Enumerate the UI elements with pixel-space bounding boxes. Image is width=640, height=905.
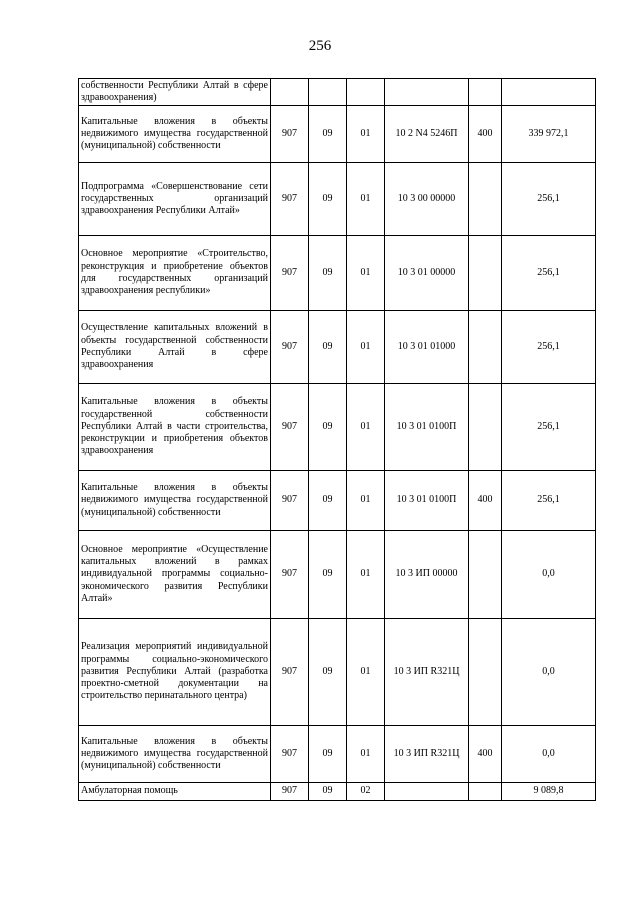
row-code: 907 xyxy=(271,531,309,619)
row-section: 09 xyxy=(309,384,347,471)
row-kvr: 400 xyxy=(469,471,502,531)
row-section: 09 xyxy=(309,726,347,783)
row-name: Капитальные вложения в объекты недвижимого имущества государственной (муниципальной) собственности xyxy=(79,726,271,783)
row-kvr: 400 xyxy=(469,106,502,163)
row-code: 907 xyxy=(271,384,309,471)
row-kcsr xyxy=(385,79,469,106)
row-section: 09 xyxy=(309,163,347,236)
row-name: Капитальные вложения в объекты недвижимого имущества государственной (муниципальной) собственности xyxy=(79,471,271,531)
table-row xyxy=(79,106,596,163)
row-sum xyxy=(502,79,596,106)
row-subsection: 01 xyxy=(347,471,385,531)
row-section: 09 xyxy=(309,531,347,619)
row-kvr xyxy=(469,619,502,726)
row-kcsr: 10 3 00 00000 xyxy=(385,163,469,236)
row-section: 09 xyxy=(309,471,347,531)
row-subsection: 01 xyxy=(347,163,385,236)
row-kcsr: 10 3 01 0100П xyxy=(385,384,469,471)
row-subsection: 02 xyxy=(347,783,385,801)
row-kcsr: 10 3 ИП R321Ц xyxy=(385,726,469,783)
page-number: 256 xyxy=(308,38,332,54)
row-kvr xyxy=(469,163,502,236)
row-kvr xyxy=(469,311,502,384)
row-sum: 256,1 xyxy=(502,236,596,311)
budget-table xyxy=(78,78,596,801)
table-row xyxy=(79,619,596,726)
budget-table-body xyxy=(79,79,596,801)
row-sum: 0,0 xyxy=(502,619,596,726)
row-section xyxy=(309,79,347,106)
row-kvr xyxy=(469,79,502,106)
row-kvr xyxy=(469,384,502,471)
row-kvr xyxy=(469,531,502,619)
row-sum: 256,1 xyxy=(502,384,596,471)
row-kvr: 400 xyxy=(469,726,502,783)
table-row xyxy=(79,384,596,471)
row-code: 907 xyxy=(271,236,309,311)
row-code xyxy=(271,79,309,106)
table-row xyxy=(79,783,596,801)
row-section: 09 xyxy=(309,783,347,801)
row-subsection xyxy=(347,79,385,106)
row-code: 907 xyxy=(271,163,309,236)
row-kcsr: 10 3 ИП 00000 xyxy=(385,531,469,619)
row-subsection: 01 xyxy=(347,384,385,471)
table-row xyxy=(79,531,596,619)
row-kvr xyxy=(469,783,502,801)
row-sum: 256,1 xyxy=(502,471,596,531)
table-row xyxy=(79,236,596,311)
row-sum: 256,1 xyxy=(502,311,596,384)
row-name: собственности Республики Алтай в сфере здравоохранения) xyxy=(79,79,271,106)
row-sum: 256,1 xyxy=(502,163,596,236)
row-subsection: 01 xyxy=(347,726,385,783)
row-sum: 9 089,8 xyxy=(502,783,596,801)
row-kvr xyxy=(469,236,502,311)
row-section: 09 xyxy=(309,311,347,384)
row-section: 09 xyxy=(309,106,347,163)
row-subsection: 01 xyxy=(347,311,385,384)
row-section: 09 xyxy=(309,619,347,726)
row-name: Капитальные вложения в объекты недвижимого имущества государственной (муниципальной) собственности xyxy=(79,106,271,163)
row-code: 907 xyxy=(271,311,309,384)
row-kcsr: 10 3 ИП R321Ц xyxy=(385,619,469,726)
row-kcsr: 10 3 01 01000 xyxy=(385,311,469,384)
row-code: 907 xyxy=(271,726,309,783)
row-name: Осуществление капитальных вложений в объекты государственной собственности Республики Алтай в сфере здравоохранения xyxy=(79,311,271,384)
table-row xyxy=(79,79,596,106)
row-kcsr: 10 3 01 0100П xyxy=(385,471,469,531)
row-name: Основное мероприятие «Строительство, реконструкция и приобретение объектов для государственных организаций здравоохранения республики» xyxy=(79,236,271,311)
row-code: 907 xyxy=(271,619,309,726)
row-name: Амбулаторная помощь xyxy=(79,783,271,801)
row-code: 907 xyxy=(271,783,309,801)
row-sum: 0,0 xyxy=(502,726,596,783)
row-name: Подпрограмма «Совершенствование сети государственных организаций здравоохранения Республики Алтай» xyxy=(79,163,271,236)
row-subsection: 01 xyxy=(347,619,385,726)
row-subsection: 01 xyxy=(347,236,385,311)
row-kcsr: 10 3 01 00000 xyxy=(385,236,469,311)
table-row xyxy=(79,163,596,236)
row-sum: 0,0 xyxy=(502,531,596,619)
row-section: 09 xyxy=(309,236,347,311)
row-kcsr xyxy=(385,783,469,801)
table-row xyxy=(79,726,596,783)
row-code: 907 xyxy=(271,106,309,163)
table-row xyxy=(79,311,596,384)
row-sum: 339 972,1 xyxy=(502,106,596,163)
row-subsection: 01 xyxy=(347,531,385,619)
row-name: Реализация мероприятий индивидуальной программы социально-экономического развития Республики Алтай (разработка проектно-сметной документации на строительство перинатального центра) xyxy=(79,619,271,726)
row-subsection: 01 xyxy=(347,106,385,163)
row-kcsr: 10 2 N4 5246П xyxy=(385,106,469,163)
row-name: Капитальные вложения в объекты государственной собственности Республики Алтай в части строительства, реконструкции и приобретения объектов здравоохранения xyxy=(79,384,271,471)
table-row xyxy=(79,471,596,531)
row-name: Основное мероприятие «Осуществление капитальных вложений в рамках индивидуальной программы социально-экономического развития Республики Алтай» xyxy=(79,531,271,619)
row-code: 907 xyxy=(271,471,309,531)
